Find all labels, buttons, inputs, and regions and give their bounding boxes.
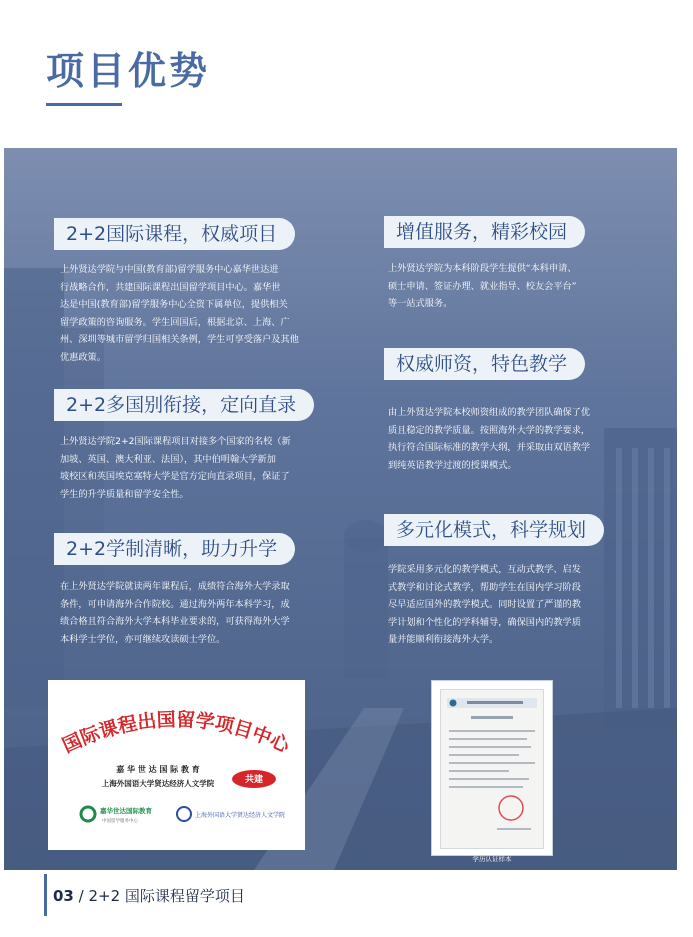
section-heading: 2+2多国别衔接，定向直录 bbox=[54, 389, 314, 421]
page-title: 项目优势 bbox=[46, 49, 211, 93]
hero-panel bbox=[4, 148, 677, 870]
section-heading: 权威师资，特色教学 bbox=[384, 348, 585, 380]
section-heading: 2+2国际课程，权威项目 bbox=[54, 218, 295, 250]
footer-separator: / bbox=[73, 887, 89, 905]
official-seal-icon bbox=[499, 796, 523, 820]
section-body: 上外贤达学院与中国(教育部)留学服务中心嘉华世达进 行战略合作，共建国际课程出国留学项目中心。嘉华世 达是中国(教育部)留学服务中心全资下属单位，提供相关 留学政策的咨询服务。学生回国后，根据北京、上海、广 州、深圳等城市留学归国相关条例，学生可享受落户及其他 优惠政策。 bbox=[60, 264, 299, 363]
section-body: 在上外贤达学院就读两年课程后，成绩符合海外大学录取 条件，可申请海外合作院校。通过海外两年本科学习，成 绩合格且符合海外大学本科毕业要求的，可获得海外大学 本科学士学位，亦可继续攻读硕士学位。 bbox=[60, 581, 290, 645]
partner-line-1: 嘉 华 世 达 国 际 教 育 bbox=[116, 765, 200, 774]
partner-line-2: 上海外国语大学贤达经济人文学院 bbox=[101, 779, 215, 788]
sisu-logo-icon bbox=[177, 807, 191, 821]
footer-title: 2+2 国际课程留学项目 bbox=[88, 887, 245, 905]
jiahua-logo-text: 嘉华世达国际教育 bbox=[100, 807, 152, 815]
certificate-caption: 学历认证样本 bbox=[472, 855, 512, 863]
partner-logo-card bbox=[48, 680, 305, 850]
center-logo-graphic bbox=[48, 680, 305, 850]
section-heading: 多元化模式，科学规划 bbox=[384, 514, 604, 546]
arc-title: 国际课程出国留学项目中心 bbox=[59, 708, 293, 758]
section-heading: 2+2学制清晰，助力升学 bbox=[54, 533, 295, 565]
section-heading: 增值服务，精彩校园 bbox=[384, 216, 585, 248]
section-body: 学院采用多元化的教学模式，互动式教学、启发 式教学和讨论式教学，帮助学生在国内学习阶段 尽早适应国外的教学模式。同时设置了严谨的教 学计划和个性化的学科辅导，确保国内的教学质 量并能顺利衔接海外大学。 bbox=[388, 564, 581, 645]
jiahua-logo-subtext: 中国留学服务中心 bbox=[102, 819, 138, 824]
certificate-graphic bbox=[441, 690, 543, 848]
section-body: 由上外贤达学院本校师资组成的教学团队确保了优 质且稳定的教学质量。按照海外大学的教学要求， 执行符合国际标准的教学大纲，并采取由双语教学 到纯英语教学过渡的授课模式。 bbox=[388, 407, 591, 471]
section-body: 上外贤达学院为本科阶段学生提供“本科申请、 硕士申请、签证办理、就业指导、校友会平台” 等一站式服务。 bbox=[388, 263, 577, 309]
footer bbox=[53, 885, 245, 906]
jiahua-logo-icon bbox=[81, 807, 95, 821]
certificate-document bbox=[440, 689, 544, 849]
certificate-sample bbox=[431, 680, 553, 856]
footer-accent-bar bbox=[44, 874, 47, 916]
page-number: 03 bbox=[53, 887, 74, 905]
title-underline bbox=[46, 103, 122, 106]
co-build-badge-label: 共建 bbox=[244, 775, 264, 785]
section-body: 上外贤达学院2+2国际课程项目对接多个国家的名校（新 加坡、英国、澳大利亚、法国），其中伯明翰大学新加 坡校区和英国埃克塞特大学是官方定向直录项目，保证了 学生的升学质量和留学安全性。 bbox=[60, 436, 291, 500]
sisu-logo-text: 上海外国语大学贤达经济人文学院 bbox=[195, 812, 286, 819]
